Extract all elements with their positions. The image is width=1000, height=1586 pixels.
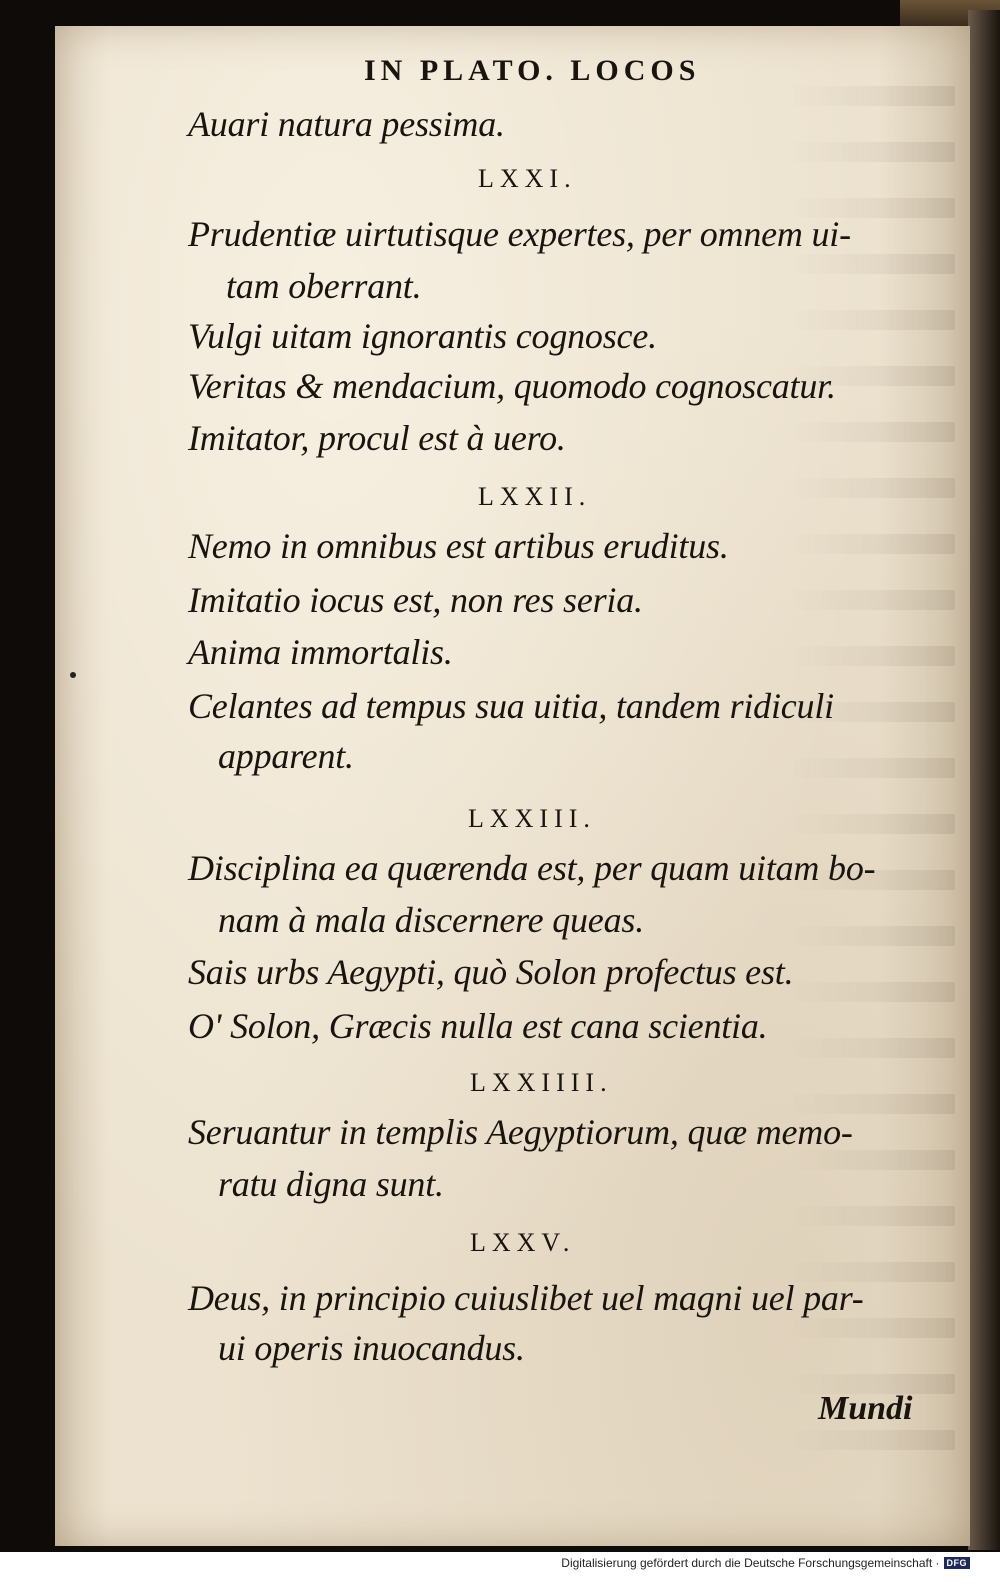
text-line: O' Solon, Græcis nulla est cana scientia. [188,1006,768,1046]
text-line: nam à mala discernere queas. [218,900,644,940]
section-numeral: LXXIII. [468,804,596,833]
text-line: Nemo in omnibus est artibus eruditus. [188,526,729,566]
text-line: Seruantur in templis Aegyptiorum, quæ memo- [188,1112,853,1152]
text-line: Veritas & mendacium, quomodo cognoscatur. [188,366,836,406]
text-line: Auari natura pessima. [188,104,505,144]
credit-text: Digitalisierung gefördert durch die Deutsche Forschungsgemeinschaft · [561,1556,940,1570]
text-line: Imitatio iocus est, non res seria. [188,580,643,620]
text-line: Vulgi uitam ignorantis cognosce. [188,316,657,356]
text-line: Celantes ad tempus sua uitia, tandem ridiculi [188,686,834,726]
text-line: Disciplina ea quærenda est, per quam uitam bo- [188,848,876,888]
text-line: apparent. [218,736,354,776]
margin-mark [70,672,76,678]
text-line: Imitator, procul est à uero. [188,418,566,458]
book-page [55,26,970,1546]
dfg-logo-icon: DFG [944,1557,971,1569]
text-line: Prudentiæ uirtutisque expertes, per omnem ui- [188,214,851,254]
section-numeral: LXXII. [478,482,592,511]
text-line: Deus, in principio cuiuslibet uel magni uel par- [188,1278,864,1318]
section-numeral: LXXV. [470,1228,576,1257]
running-header: IN PLATO. LOCOS [364,54,701,87]
text-line: Sais urbs Aegypti, quò Solon profectus est. [188,952,794,992]
text-line: ratu digna sunt. [218,1164,444,1204]
section-numeral: LXXIIII. [470,1068,613,1097]
text-line: ui operis inuocandus. [218,1328,525,1368]
section-numeral: LXXI. [478,164,577,193]
catchword: Mundi [818,1390,913,1427]
text-line: Anima immortalis. [188,632,453,672]
digitization-credit [561,1556,970,1570]
text-line: tam oberrant. [226,266,422,306]
book-edge-right [968,10,1000,1550]
